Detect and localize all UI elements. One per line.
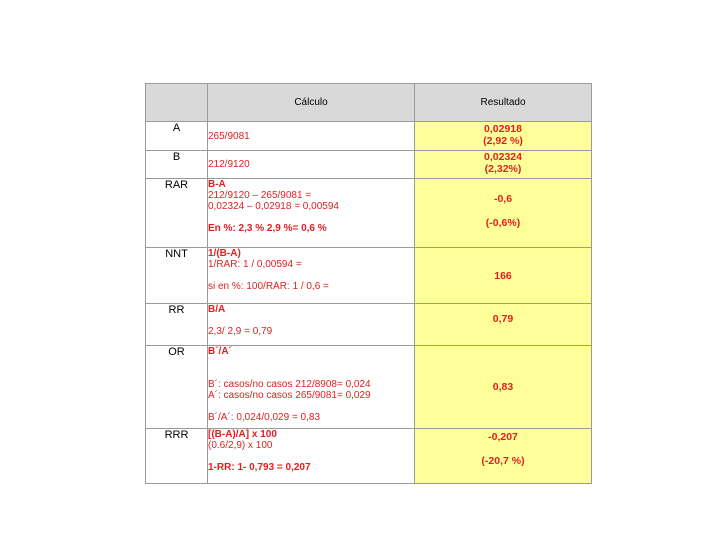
result-cell-or xyxy=(415,346,592,429)
calc-line: (0.6/2,9) x 100 xyxy=(208,440,273,451)
calc-line: A´: casos/no casos 265/9081= 0,029 xyxy=(208,390,371,401)
result-line: 0,02918 xyxy=(484,123,522,135)
table-row-rar xyxy=(146,179,592,248)
calc-line: 0,02324 – 0,02918 = 0,00594 xyxy=(208,201,339,212)
calc-cell-rrr xyxy=(208,429,415,484)
calc-line: 265/9081 xyxy=(208,130,250,142)
results-table xyxy=(145,83,592,484)
result-cell-rr xyxy=(415,304,592,346)
calc-line: 2,3/ 2,9 = 0,79 xyxy=(208,326,273,337)
result-cell-a xyxy=(415,122,592,151)
calc-formula: 1/(B-A) xyxy=(208,248,241,259)
calc-cell-a xyxy=(208,122,415,151)
result-line: 0,02324 xyxy=(484,151,522,163)
result-line: (2,92 %) xyxy=(483,135,523,147)
calc-line: B´: casos/no casos 212/8908= 0,024 xyxy=(208,379,371,390)
calc-cell-b xyxy=(208,151,415,179)
row-label-b: B xyxy=(146,151,208,179)
calc-line: si en %: 100/RAR: 1 / 0,6 = xyxy=(208,281,329,292)
result-cell-b xyxy=(415,151,592,179)
result-line: -0,207 xyxy=(488,431,518,443)
result-line: (-0,6%) xyxy=(485,217,521,229)
result-line: -0,6 xyxy=(493,193,513,205)
header-result: Resultado xyxy=(415,84,592,122)
row-label-a: A xyxy=(146,122,208,151)
calc-percent-line: En %: 2,3 % 2,9 %= 0,6 % xyxy=(208,223,327,234)
header-calc: Cálculo xyxy=(208,84,415,122)
result-cell-nnt xyxy=(415,248,592,304)
row-label-rrr: RRR xyxy=(146,429,208,484)
calc-line: 212/9120 – 265/9081 = xyxy=(208,190,312,201)
result-cell-rar xyxy=(415,179,592,248)
calc-cell-or xyxy=(208,346,415,429)
calc-line: 212/9120 xyxy=(208,159,250,170)
row-label-or: OR xyxy=(146,346,208,429)
result-line: (-20,7 %) xyxy=(481,455,525,467)
calc-formula: B/A xyxy=(208,304,226,315)
table-row-or xyxy=(146,346,592,429)
row-label-nnt: NNT xyxy=(146,248,208,304)
header-label-cell xyxy=(146,84,208,122)
table-row-rrr xyxy=(146,429,592,484)
row-label-rr: RR xyxy=(146,304,208,346)
result-line: 0,79 xyxy=(492,313,514,325)
result-line: 0,83 xyxy=(492,381,514,393)
calc-cell-rar xyxy=(208,179,415,248)
table-row-b xyxy=(146,151,592,179)
calc-line: 1/RAR: 1 / 0,00594 = xyxy=(208,259,302,270)
result-line: 166 xyxy=(494,269,512,282)
header-row xyxy=(146,84,592,122)
calc-cell-rr xyxy=(208,304,415,346)
calc-line: B´/A´: 0,024/0,029 = 0,83 xyxy=(208,412,321,423)
table-row-nnt xyxy=(146,248,592,304)
calc-cell-nnt xyxy=(208,248,415,304)
calc-formula: B-A xyxy=(208,179,226,190)
table-row-rr xyxy=(146,304,592,346)
calc-formula: B´/A´ xyxy=(208,346,232,357)
row-label-rar: RAR xyxy=(146,179,208,248)
result-cell-rrr xyxy=(415,429,592,484)
table-row-a xyxy=(146,122,592,151)
calc-formula: [(B-A)/A] x 100 xyxy=(208,429,277,440)
result-line: (2,32%) xyxy=(484,163,522,175)
calc-line: 1-RR: 1- 0,793 = 0,207 xyxy=(208,462,311,473)
